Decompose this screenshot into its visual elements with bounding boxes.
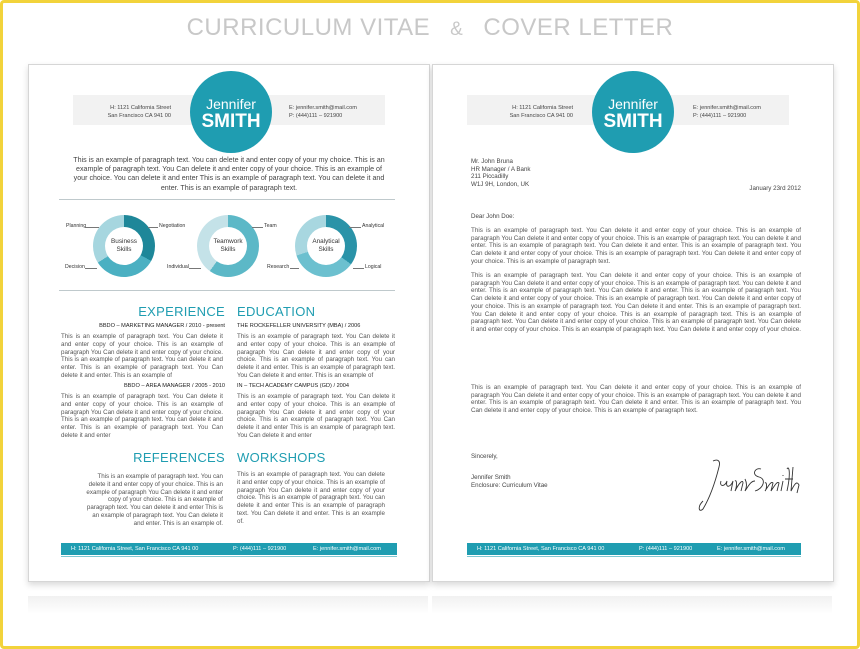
- tag-analytical: Analytical: [362, 223, 385, 229]
- education-school-2: IN – TECH ACADEMY CAMPUS (GD) / 2004: [237, 383, 350, 389]
- letter-closing: Sincerely,: [471, 453, 498, 460]
- tag-logical: Logical: [365, 264, 382, 270]
- leader-line: [85, 268, 97, 269]
- letter-footer-bar: [467, 543, 801, 555]
- tag-team: Team: [264, 223, 277, 229]
- address-block: [85, 104, 171, 120]
- address-line-2: San Francisco CA 941 00: [107, 113, 171, 119]
- footer-email: E: jennifer.smith@mail.com: [313, 546, 381, 552]
- workshops-title: WORKSHOPS: [237, 450, 326, 465]
- education-title: EDUCATION: [237, 304, 316, 319]
- workshops-text: This is an example of paragraph text. You can delete it and enter copy of your choice. This is an example of paragraph You Can delete it and enter copy of your choice. This is an example of paragraph text. You can delete it and enter This is an example of paragraph text. You Can delete it and enter. This is an example of.: [237, 471, 385, 525]
- name-circle: [592, 71, 674, 153]
- letter-paragraph-3: This is an example of paragraph text. You Can delete it and enter copy of your choice. This is an example of paragraph You Can delete it and enter copy of your choice. This is an example of paragraph text. You can delete it and enter. This is an example of paragraph text. You Can delete it and enter. This is an example of paragraph text. You Can delete it and enter copy of your choice. This is an example of paragraph text.: [471, 384, 801, 415]
- footer-phone: P: (444)111 – 921900: [639, 546, 693, 552]
- education-text-1: This is an example of paragraph text. You Can delete it and enter copy of your choice. This is an example of paragraph You Can delete it and enter copy of your choice. This is an example of paragraph text. You can delete it and enter. This is an example of paragraph text. You Can delete it and enter. This is an example of: [237, 333, 395, 379]
- address-line-1: H: 1121 California Street: [512, 105, 573, 111]
- divider: [59, 290, 395, 291]
- footer-underline: [467, 556, 801, 557]
- footer-phone: P: (444)111 – 921900: [233, 546, 287, 552]
- experience-text-2: This is an example of paragraph text. You Can delete it and enter copy of your choice. This is an example of paragraph You Can delete it and enter copy of your choice. This is an example of paragraph text. You can delete it and enter. This is an example of paragraph text. You Can delete it and enter: [61, 393, 223, 439]
- first-name: Jennifer: [206, 96, 256, 112]
- leader-line: [290, 268, 299, 269]
- contact-details: [693, 104, 761, 120]
- recipient-block: [471, 158, 531, 188]
- tag-negotiation: Negotiation: [159, 223, 186, 229]
- leader-line: [148, 227, 158, 228]
- cv-footer-bar: [61, 543, 397, 555]
- tag-research: Research: [267, 264, 290, 270]
- intro-paragraph: This is an example of paragraph text. You can delete it and enter copy of your my choice. This is an example of paragraph text. You Can delete it and enter copy of your choice. This is an example of your choice. You can delete it and enter This is an example of paragraph text. You can delete it and enter. This is an example of paragraph text.: [73, 156, 385, 192]
- address-block: [487, 104, 573, 120]
- references-title: REFERENCES: [133, 450, 225, 465]
- address-line-1: H: 1121 California Street: [110, 105, 171, 111]
- cover-letter-page: [432, 64, 834, 582]
- analytical-skills-donut: [295, 215, 357, 277]
- recipient-line: Mr. John Bruna: [471, 158, 513, 165]
- phone-text: P: (444)111 – 921900: [289, 113, 343, 119]
- cv-page: [28, 64, 430, 582]
- phone-text: P: (444)111 – 921900: [693, 113, 747, 119]
- education-school-1: THE ROCKEFELLER UNIVERSITY (MBA) / 2006: [237, 323, 361, 329]
- donut-label: [295, 238, 357, 253]
- leader-line: [349, 227, 361, 228]
- enclosure-line: Enclosure: Curriculum Vitae: [471, 481, 548, 489]
- handwritten-signature: [695, 453, 805, 515]
- recipient-line: W1J 9H, London, UK: [471, 180, 530, 188]
- donut-label-line2: Skills: [116, 245, 132, 253]
- donut-label: [93, 238, 155, 253]
- leader-line: [252, 227, 263, 228]
- donut-label-line2: Skills: [318, 245, 334, 253]
- recipient-line: HR Manager / A Bank: [471, 165, 531, 173]
- experience-job-2: BBDO – AREA MANAGER / 2005 - 2010: [123, 383, 225, 389]
- footer-address: H: 1121 California Street, San Francisco CA 941 00: [71, 546, 199, 552]
- signer-block: [471, 474, 548, 489]
- experience-job-1: BBDO – MARKETING MANAGER / 2010 - present: [99, 323, 225, 329]
- ampersand: &: [450, 19, 464, 40]
- business-skills-donut: [93, 215, 155, 277]
- contact-details: [289, 104, 357, 120]
- signer-name: Jennifer Smith: [471, 474, 511, 481]
- page-header-title: [0, 14, 860, 42]
- cover-letter-heading: COVER LETTER: [483, 14, 674, 41]
- education-text-2: This is an example of paragraph text. You Can delete it and enter copy of your choice. This is an example of paragraph You Can delete it and enter copy of your choice. This is an example of paragraph text. You Can delete it and enter This is an example of paragraph text. You Can delete it and enter: [237, 393, 395, 439]
- footer-address: H: 1121 California Street, San Francisco CA 941 00: [477, 546, 605, 552]
- cv-heading: CURRICULUM VITAE: [186, 14, 431, 41]
- experience-text-1: This is an example of paragraph text. You Can delete it and enter copy of your choice. This is an example of paragraph You Can delete it and enter copy of your choice. This is an example of paragraph text. You can delete it and enter. This is an example of paragraph text. You Can delete it and enter. This is an example of: [61, 333, 223, 379]
- leader-line: [353, 268, 364, 269]
- last-name: SMITH: [201, 111, 261, 132]
- leader-line: [85, 227, 99, 228]
- letter-greeting: Dear John Doe:: [471, 213, 515, 220]
- tag-decision: Decision: [65, 264, 85, 270]
- first-name: Jennifer: [608, 96, 658, 112]
- teamwork-skills-donut: [197, 215, 259, 277]
- recipient-line: 211 Piccadilly: [471, 173, 509, 181]
- letter-date: January 23rd 2012: [749, 185, 801, 192]
- page-reflection: [432, 596, 832, 614]
- letter-paragraph-2: This is an example of paragraph text. You Can delete it and enter copy of your choice. This is an example of paragraph You Can delete it and enter copy of your choice. This is an example of paragraph text. You can delete it and enter. This is an example of paragraph text. You Can delete it and enter. This is an example of paragraph text. You Can delete it and enter copy of your choice. This is an example of paragraph text. You Can delete it and enter copy of your choice. This is an example of paragraph text. You Can delete it and enter. This is an example of paragraph text. You Can delete it and enter copy of your choice. This is an example of paragraph text. This is an example of paragraph text. You Can delete it and enter copy of your choice. This is an example of paragraph text. You Can delete it and enter copy of your choice. This is an example of paragraph text. You Can delete it and enter copy of your choice.: [471, 272, 801, 333]
- name-circle: [190, 71, 272, 153]
- donut-label-line1: Analytical: [312, 238, 340, 245]
- donut-label-line2: Skills: [220, 245, 236, 253]
- letter-paragraph-1: This is an example of paragraph text. You Can delete it and enter copy of your choice. This is an example of paragraph You Can delete it and enter copy of your choice. This is an example of paragraph text. You can delete it and enter. This is an example of paragraph text. You Can delete it and enter. This is an example of paragraph text. You Can delete it and enter copy of your choice. This is an example of paragraph text. You Can delete it and enter copy of your choice. This is an example of paragraph text.: [471, 227, 801, 265]
- last-name: SMITH: [603, 111, 663, 132]
- email-text: E: jennifer.smith@mail.com: [289, 105, 357, 111]
- donut-label-line1: Business: [111, 238, 137, 245]
- address-line-2: San Francisco CA 941 00: [509, 113, 573, 119]
- experience-title: EXPERIENCE: [138, 304, 225, 319]
- donut-label-line1: Teamwork: [213, 238, 243, 245]
- footer-underline: [61, 556, 397, 557]
- tag-planning: Planning: [66, 223, 87, 229]
- email-text: E: jennifer.smith@mail.com: [693, 105, 761, 111]
- references-text: This is an example of paragraph text. You can delete it and enter copy of your choice. This is an example of paragraph You Can delete it and enter copy of your choice. This is an example of paragraph text. You can delete it and enter This is an example of paragraph text. You Can delete it and enter. This is an example of.: [86, 473, 223, 527]
- divider: [59, 199, 395, 200]
- footer-email: E: jennifer.smith@mail.com: [717, 546, 785, 552]
- donut-label: [197, 238, 259, 253]
- page-reflection: [28, 596, 428, 614]
- leader-line: [189, 268, 201, 269]
- tag-individual: Individual: [167, 264, 189, 270]
